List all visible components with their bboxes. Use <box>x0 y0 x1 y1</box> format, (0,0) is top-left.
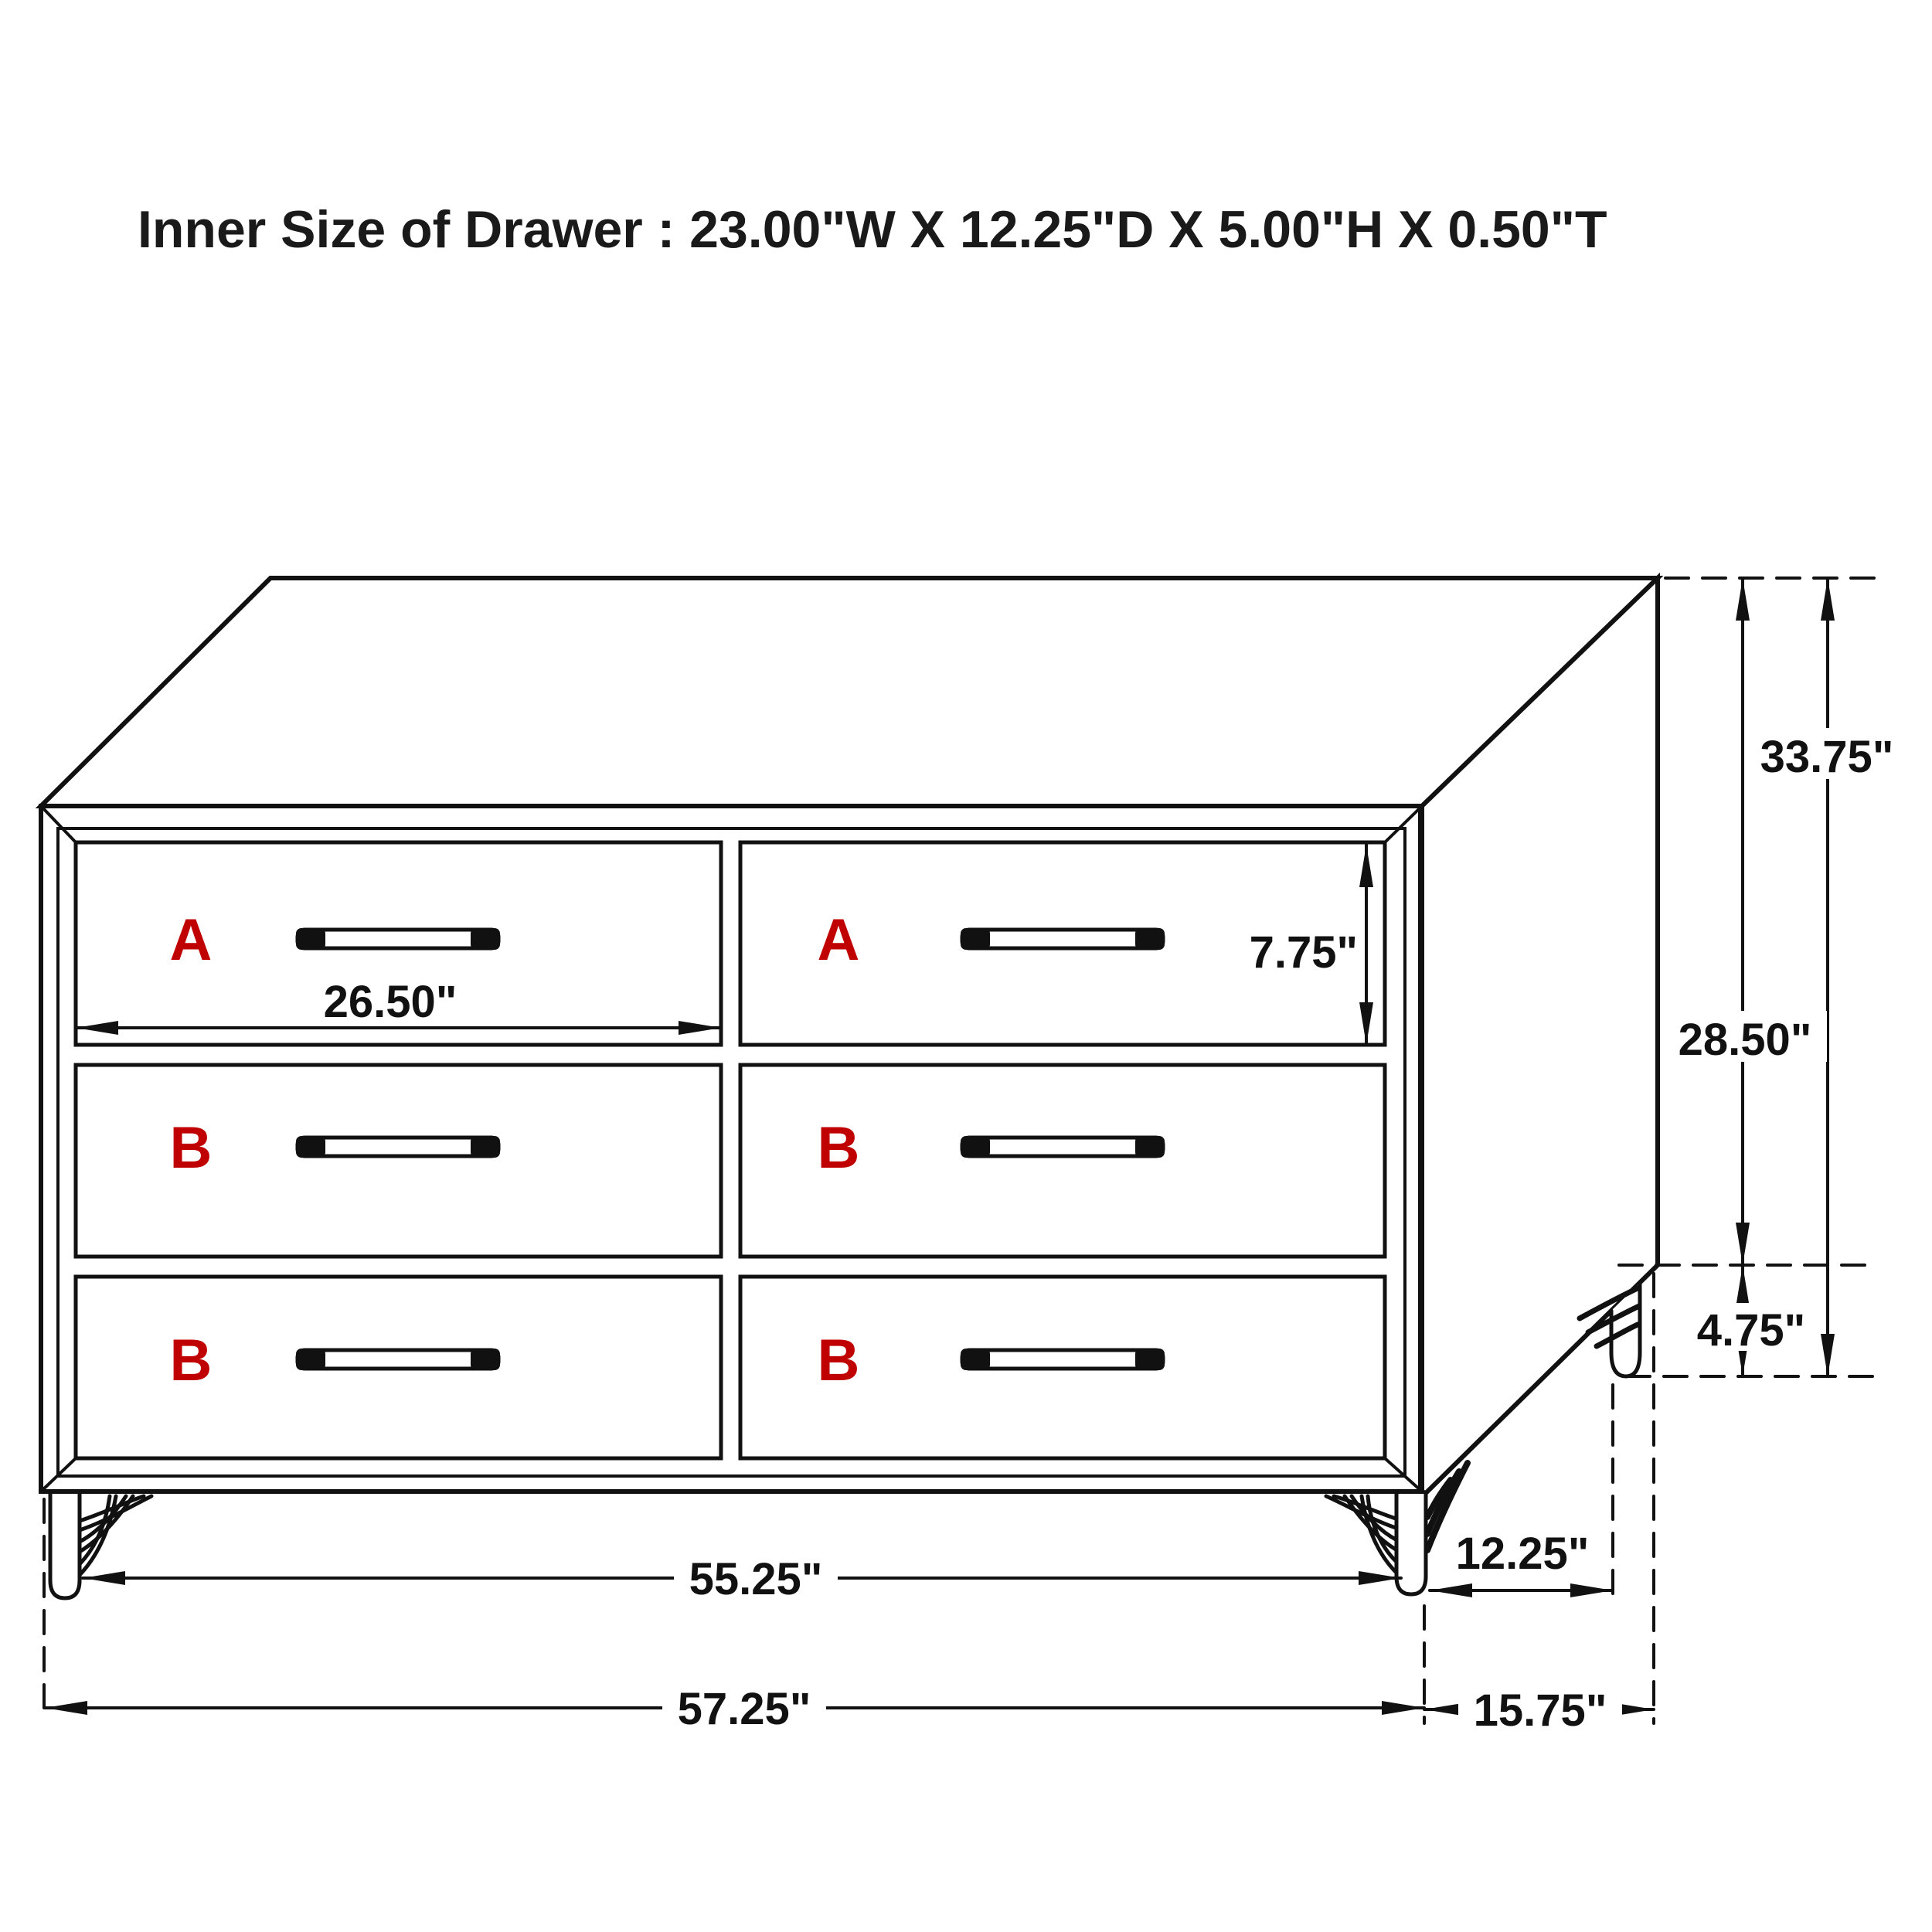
letter-row1-right: A <box>817 907 860 973</box>
page-title: Inner Size of Drawer : 23.00"W X 12.25"D X 5.00"H X 0.50"T <box>138 200 1607 259</box>
front-right-leg-braces <box>1326 1496 1396 1572</box>
label-body-height: 28.50" <box>1678 1015 1812 1065</box>
handle-row2-right <box>961 1136 1165 1158</box>
letter-row2-right: B <box>817 1115 860 1181</box>
label-overall-depth: 15.75" <box>1473 1685 1607 1736</box>
label-depth-between-legs: 12.25" <box>1455 1529 1590 1579</box>
letter-row3-left: B <box>169 1328 213 1393</box>
top-panel <box>41 578 1658 806</box>
front-left-leg <box>50 1494 80 1598</box>
handle-row1-right <box>961 928 1165 950</box>
letter-row1-left: A <box>169 907 213 973</box>
label-leg-height: 4.75" <box>1696 1305 1806 1355</box>
handle-row3-right <box>961 1349 1165 1370</box>
front-left-leg-braces <box>80 1496 151 1575</box>
label-total-height: 33.75" <box>1760 732 1894 782</box>
label-drawer-width: 26.50" <box>323 977 457 1027</box>
label-overall-width: 57.25" <box>677 1684 811 1734</box>
label-drawer-front-height: 7.75" <box>1249 927 1358 978</box>
letter-row3-right: B <box>817 1328 860 1393</box>
handle-row1-left <box>296 928 500 950</box>
handle-row3-left <box>296 1349 500 1370</box>
label-width-between-legs: 55.25" <box>689 1554 823 1604</box>
handle-row2-left <box>296 1136 500 1158</box>
letter-row2-left: B <box>169 1115 213 1181</box>
